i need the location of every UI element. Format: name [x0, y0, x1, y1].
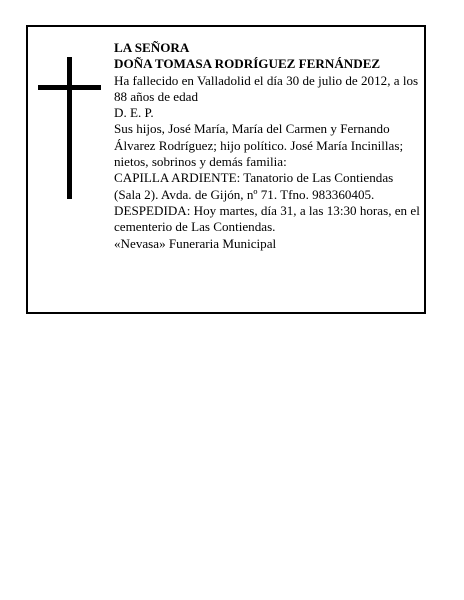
rip-line: D. E. P.: [114, 105, 154, 121]
funeral-home: «Nevasa» Funeraria Municipal: [114, 235, 277, 251]
cross-horizontal-bar: [38, 85, 101, 90]
family-list: Sus hijos, José María, María del Carmen y Fernando Álvarez Rodríguez; hijo político. José María Incinillas; nietos, sobrinos y demás familia:: [114, 121, 404, 170]
obituary-notice: [26, 25, 426, 314]
deceased-name: DOÑA TOMASA RODRÍGUEZ FERNÁNDEZ: [114, 56, 381, 72]
death-statement: Ha fallecido en Valladolid el día 30 de julio de 2012, a los 88 años de edad: [114, 72, 419, 104]
farewell-info: DESPEDIDA: Hoy martes, día 31, a las 13:30 horas, en el cementerio de Las Contiendas.: [114, 202, 420, 235]
cross-vertical-bar: [67, 57, 72, 199]
chapel-info: CAPILLA ARDIENTE: Tanatorio de Las Contiendas (Sala 2). Avda. de Gijón, nº 71. Tfno. 983360405.: [114, 170, 394, 202]
notice-heading: LA SEÑORA: [114, 40, 190, 55]
notice-text-block: [114, 40, 422, 252]
